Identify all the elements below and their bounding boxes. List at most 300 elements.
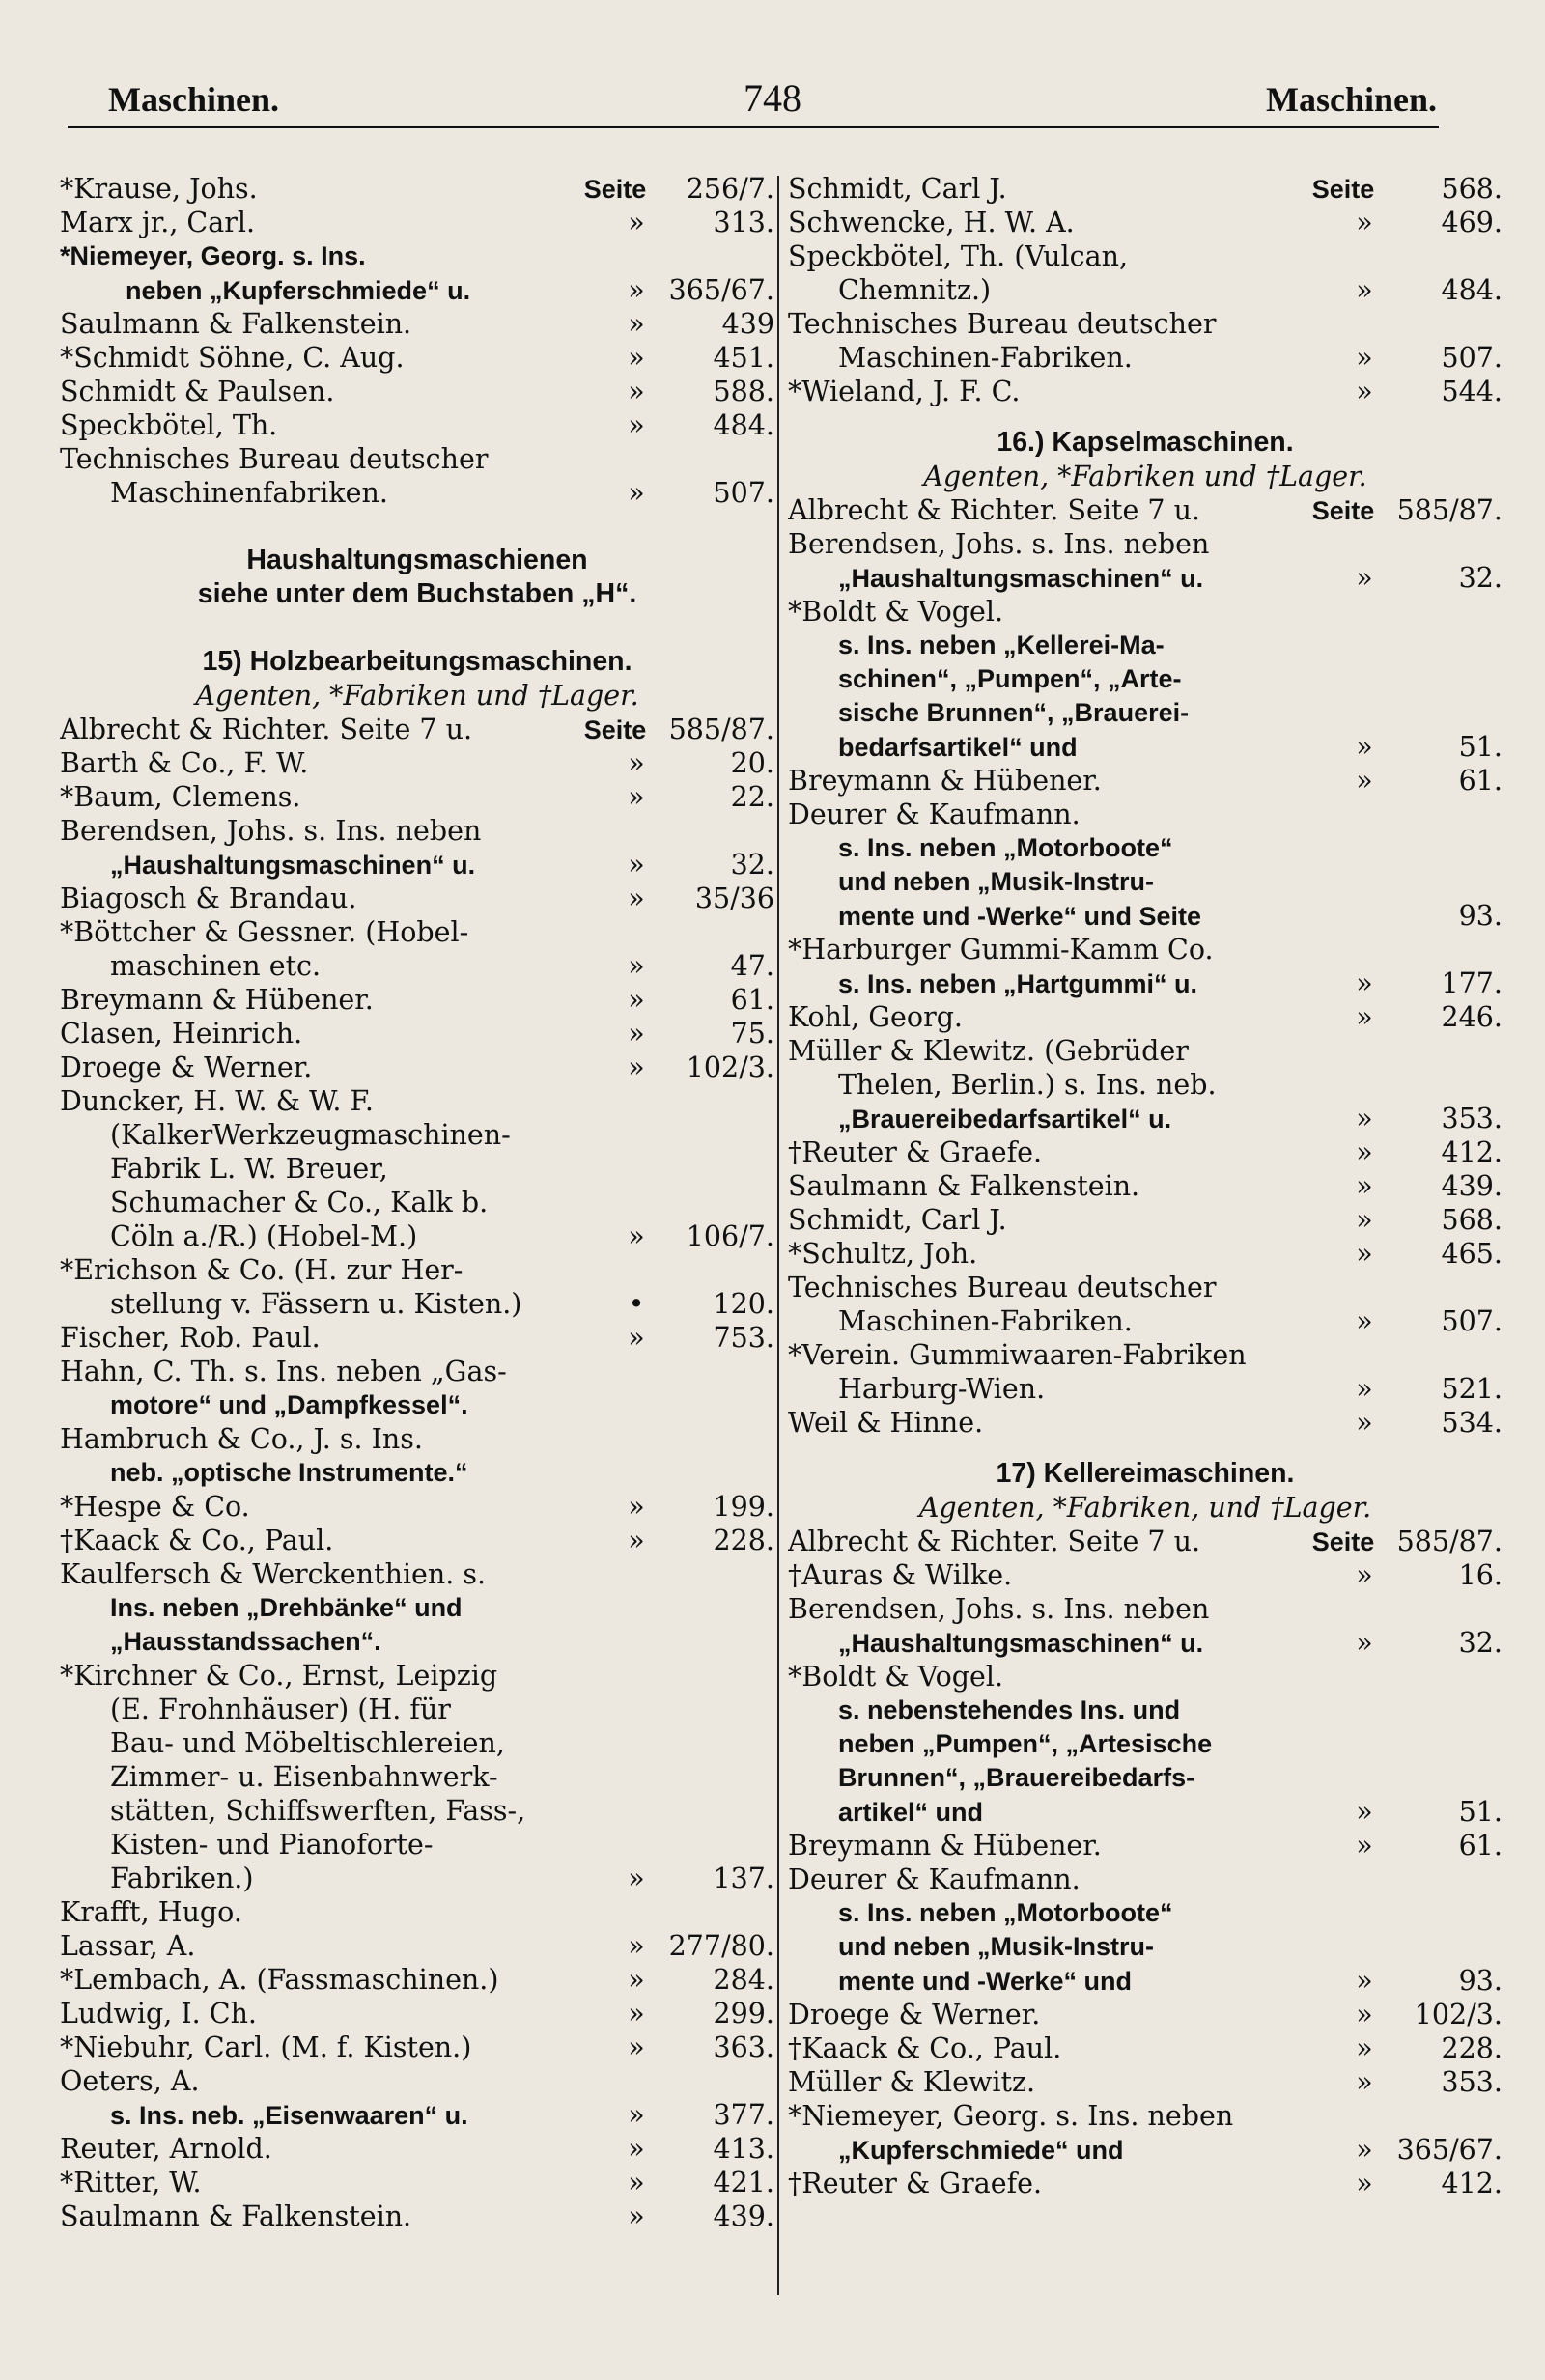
entry-name: Reuter, Arnold. <box>60 2133 272 2165</box>
entry-row <box>788 1558 1503 1592</box>
entry-row <box>788 1761 1503 1795</box>
entry-name: Albrecht & Richter. Seite 7 u. <box>788 494 1200 526</box>
entry-name: neben „Kupferschmiede“ u. <box>126 276 471 305</box>
entry-row <box>788 1829 1503 1862</box>
entry-name: und neben „Musik-Instru- <box>838 867 1154 896</box>
entry-separator: » <box>1356 1373 1373 1405</box>
entry-name: s. nebenstehendes Ins. und <box>838 1695 1181 1724</box>
entry-page-ref: 585/87. <box>1396 1526 1503 1557</box>
entry-name: *Boldt & Vogel. <box>788 1661 1004 1693</box>
entry-separator: Seite <box>1311 175 1375 204</box>
entry-separator: » <box>628 1491 645 1523</box>
entry-row <box>788 1930 1503 1964</box>
entry-separator: » <box>628 781 645 813</box>
entry-name: Schmidt, Carl J. <box>788 1204 1007 1236</box>
entry-row <box>788 561 1503 595</box>
entry-row <box>788 1338 1503 1372</box>
entry-name: Bau- und Möbeltischlereien, <box>110 1727 505 1759</box>
entry-name: Albrecht & Richter. Seite 7 u. <box>60 714 472 745</box>
entry-name: maschinen etc. <box>110 950 322 982</box>
entry-separator: » <box>628 2031 645 2063</box>
entry-row <box>788 730 1503 764</box>
entry-page-ref: 484. <box>713 409 774 441</box>
entry-page-ref: 451. <box>713 342 774 374</box>
entry-page-ref: 585/87. <box>1396 494 1503 526</box>
entry-name: stätten, Schiffswerften, Fass-, <box>110 1795 526 1827</box>
entry-row <box>60 1456 774 1490</box>
entry-row <box>60 1659 774 1693</box>
entry-row <box>60 1693 774 1726</box>
entry-name: „Haushaltungsmaschinen“ u. <box>838 1629 1204 1658</box>
entry-separator: » <box>628 1525 645 1556</box>
entry-page-ref: 20. <box>730 747 774 779</box>
entry-page-ref: 32. <box>730 849 774 881</box>
entry-page-ref: 353. <box>1441 1103 1503 1134</box>
entry-separator: » <box>628 1051 645 1083</box>
entry-name: Fabriken.) <box>110 1862 254 1894</box>
entry-row <box>788 1237 1503 1271</box>
entry-separator: » <box>628 207 645 238</box>
entry-separator: » <box>1356 2066 1373 2098</box>
entry-separator: » <box>628 1998 645 2030</box>
entry-row <box>788 2065 1503 2099</box>
entry-page-ref: 507. <box>1441 342 1503 374</box>
entry-name: stellung v. Fässern u. Kisten.) <box>110 1288 522 1320</box>
entry-name: (KalkerWerkzeugmaschinen- <box>110 1119 511 1151</box>
entry-name: Berendsen, Johs. s. Ins. neben <box>60 815 482 847</box>
entry-name: mente und -Werke“ und Seite <box>838 902 1202 931</box>
entry-page-ref: 507. <box>1441 1305 1503 1337</box>
entry-row <box>60 307 774 341</box>
entry-row <box>788 1102 1503 1135</box>
entry-separator: » <box>628 984 645 1016</box>
entry-row <box>60 1186 774 1219</box>
entry-page-ref: 228. <box>713 1525 774 1556</box>
entry-row <box>788 1727 1503 1761</box>
section-heading: 16.) Kapselmaschinen. <box>997 427 1294 458</box>
entry-page-ref: 137. <box>713 1862 774 1894</box>
entry-name: Schumacher & Co., Kalk b. <box>110 1187 489 1218</box>
entry-row <box>788 662 1503 696</box>
entry-separator: » <box>628 308 645 340</box>
entry-name: *Böttcher & Gessner. (Hobel- <box>60 916 469 948</box>
entry-row <box>788 798 1503 831</box>
entry-row <box>788 1068 1503 1102</box>
entry-separator: » <box>1356 731 1373 763</box>
entry-separator: » <box>1356 1136 1373 1168</box>
entry-row <box>60 1321 774 1355</box>
entry-name: Weil & Hinne. <box>788 1407 984 1439</box>
entry-row <box>788 1000 1503 1034</box>
entry-name: *Schmidt Söhne, C. Aug. <box>60 342 405 374</box>
entry-separator: » <box>1356 1204 1373 1236</box>
entry-row <box>788 1660 1503 1694</box>
entry-name: Duncker, H. W. & W. F. <box>60 1085 374 1117</box>
left-column <box>60 172 774 2233</box>
entry-separator: » <box>628 2099 645 2131</box>
page-header <box>0 0 1545 135</box>
entry-row <box>60 1895 774 1929</box>
entry-row <box>60 2098 774 2132</box>
entry-page-ref: 465. <box>1441 1238 1503 1270</box>
entry-separator: » <box>628 849 645 881</box>
entry-row <box>60 1524 774 1557</box>
entry-name: *Baum, Clemens. <box>60 781 301 813</box>
entry-row <box>788 1964 1503 1998</box>
entry-page-ref: 544. <box>1441 376 1503 407</box>
entry-name: Krafft, Hugo. <box>60 1896 242 1928</box>
entry-row <box>788 1372 1503 1406</box>
entry-row <box>788 831 1503 865</box>
entry-name: *Ritter, W. <box>60 2167 202 2198</box>
entry-name: s. Ins. neben „Kellerei-Ma- <box>838 630 1165 659</box>
entry-separator: Seite <box>1311 496 1375 525</box>
entry-name: *Lembach, A. (Fassmaschinen.) <box>60 1964 499 1996</box>
entry-separator: » <box>1356 207 1373 238</box>
entry-row <box>788 1998 1503 2031</box>
entry-row <box>60 1963 774 1997</box>
entry-name: Maschinenfabriken. <box>110 477 388 509</box>
entry-name: Marx jr., Carl. <box>60 207 256 238</box>
entry-separator: » <box>628 2200 645 2232</box>
header-right-title: Maschinen. <box>1265 80 1437 119</box>
section-subheading: Agenten, *Fabriken und †Lager. <box>195 680 639 712</box>
entry-name: †Kaack & Co., Paul. <box>788 2032 1062 2064</box>
entry-separator: » <box>628 950 645 982</box>
entry-row <box>60 1017 774 1050</box>
entry-row <box>788 2031 1503 2065</box>
entry-row <box>60 983 774 1017</box>
entry-row <box>788 375 1503 408</box>
entry-row <box>788 1592 1503 1626</box>
entry-separator: » <box>628 1322 645 1354</box>
entry-row <box>60 1287 774 1321</box>
entry-name: mente und -Werke“ und <box>838 1967 1133 1996</box>
entry-name: Lassar, A. <box>60 1930 196 1962</box>
entry-separator: » <box>628 2133 645 2165</box>
entry-name: „Hausstandssachen“. <box>110 1627 381 1656</box>
entry-separator: » <box>1356 562 1373 594</box>
entry-page-ref: 313. <box>713 207 774 238</box>
entry-separator: » <box>1356 1103 1373 1134</box>
entry-page-ref: 32. <box>1458 1627 1503 1659</box>
entry-page-ref: 507. <box>713 477 774 509</box>
entry-row <box>788 933 1503 966</box>
entry-separator: Seite <box>583 715 647 744</box>
entry-separator: » <box>1356 1407 1373 1439</box>
entry-separator: • <box>628 1288 645 1320</box>
entry-name: s. Ins. neben „Motorboote“ <box>838 1898 1173 1927</box>
entry-page-ref: 365/67. <box>668 274 774 306</box>
entry-separator: » <box>1356 1627 1373 1659</box>
entry-page-ref: 102/3. <box>1414 1999 1503 2030</box>
entry-row <box>788 1203 1503 1237</box>
entry-page-ref: 177. <box>1441 967 1503 999</box>
entry-separator: » <box>628 409 645 441</box>
entry-row <box>60 476 774 510</box>
entry-name: sische Brunnen“, „Brauerei- <box>838 698 1190 727</box>
right-column <box>788 172 1503 2200</box>
entry-row <box>788 2167 1503 2200</box>
entry-page-ref: 35/36 <box>694 882 774 914</box>
entry-page-ref: 32. <box>1458 562 1503 594</box>
entry-page-ref: 61. <box>730 984 774 1016</box>
entry-row <box>60 2132 774 2166</box>
entry-row <box>60 2030 774 2064</box>
entry-row <box>788 1034 1503 1068</box>
entry-separator: » <box>1356 1999 1373 2030</box>
entry-separator: » <box>1356 2168 1373 2199</box>
entry-row <box>60 375 774 408</box>
entry-name: *Wieland, J. F. C. <box>788 376 1021 407</box>
entry-separator: » <box>628 882 645 914</box>
entry-name: „Haushaltungsmaschinen“ u. <box>838 564 1204 593</box>
entry-page-ref: 51. <box>1458 731 1503 763</box>
entry-name: Müller & Klewitz. (Gebrüder <box>788 1035 1189 1067</box>
entry-page-ref: 199. <box>713 1491 774 1523</box>
entry-row <box>788 595 1503 629</box>
entry-page-ref: 377. <box>713 2099 774 2131</box>
entry-name: (E. Frohnhäuser) (H. für <box>110 1694 451 1725</box>
entry-row <box>788 629 1503 662</box>
entry-name: Ludwig, I. Ch. <box>60 1998 257 2030</box>
entry-page-ref: 299. <box>713 1998 774 2030</box>
entry-separator: » <box>628 1018 645 1050</box>
entry-name: †Reuter & Graefe. <box>788 2168 1043 2199</box>
entry-page-ref: 75. <box>730 1018 774 1050</box>
entry-name: Chemnitz.) <box>838 274 992 306</box>
entry-separator: » <box>628 1862 645 1894</box>
entry-name: Oeters, A. <box>60 2065 200 2097</box>
entry-row <box>60 1084 774 1118</box>
entry-name: Fabrik L. W. Breuer, <box>110 1153 388 1185</box>
entry-name: Saulmann & Falkenstein. <box>60 308 412 340</box>
entry-row <box>788 1406 1503 1440</box>
entry-name: Biagosch & Brandau. <box>60 882 357 914</box>
entry-row <box>60 1794 774 1828</box>
entry-row <box>60 2166 774 2199</box>
entry-name: und neben „Musik-Instru- <box>838 1932 1154 1961</box>
entry-name: Berendsen, Johs. s. Ins. neben <box>788 528 1210 560</box>
entry-row <box>60 713 774 746</box>
entry-page-ref: 484. <box>1441 274 1503 306</box>
entry-row <box>788 899 1503 933</box>
entry-row <box>788 493 1503 527</box>
entry-separator: » <box>1356 342 1373 374</box>
entry-name: artikel“ und <box>838 1798 984 1827</box>
section-subheading: Agenten, *Fabriken und †Lager. <box>923 461 1367 492</box>
entry-row <box>60 341 774 375</box>
entry-name: Hambruch & Co., J. s. Ins. <box>60 1423 423 1455</box>
entry-name: Maschinen-Fabriken. <box>838 342 1133 374</box>
entry-row <box>788 1694 1503 1727</box>
entry-row <box>788 865 1503 899</box>
entry-separator: » <box>628 1930 645 1962</box>
entry-name: Droege & Werner. <box>60 1051 313 1083</box>
entry-name: Harburg-Wien. <box>838 1373 1046 1405</box>
entry-row <box>60 848 774 882</box>
entry-name: schinen“, „Pumpen“, „Arte- <box>838 664 1182 693</box>
entry-row <box>788 1896 1503 1930</box>
entry-page-ref: 106/7. <box>686 1220 774 1252</box>
entry-row <box>788 1135 1503 1169</box>
entry-name: Cöln a./R.) (Hobel-M.) <box>110 1220 418 1252</box>
entry-name: Schmidt, Carl J. <box>788 173 1007 205</box>
entry-separator: » <box>628 1220 645 1252</box>
entry-row <box>60 882 774 915</box>
entry-separator: » <box>628 2167 645 2198</box>
entry-separator: » <box>1356 376 1373 407</box>
entry-name: *Schultz, Joh. <box>788 1238 978 1270</box>
entry-name: Thelen, Berlin.) s. Ins. neb. <box>838 1069 1217 1101</box>
entry-row <box>60 408 774 442</box>
entry-name: Saulmann & Falkenstein. <box>788 1170 1140 1202</box>
entry-page-ref: 22. <box>730 781 774 813</box>
entry-separator: » <box>1356 967 1373 999</box>
entry-row <box>60 1591 774 1625</box>
entry-separator: » <box>1356 2134 1373 2166</box>
entry-name: „Kupferschmiede“ und <box>838 2136 1124 2165</box>
entry-name: Ins. neben „Drehbänke“ und <box>110 1593 463 1622</box>
entry-row <box>60 1490 774 1524</box>
entry-row <box>60 1152 774 1186</box>
entry-name: Breymann & Hübener. <box>788 765 1102 797</box>
entry-row <box>60 1388 774 1422</box>
entry-row <box>60 1118 774 1152</box>
entry-separator: » <box>1356 1796 1373 1828</box>
entry-name: s. Ins. neben „Motorboote“ <box>838 833 1173 862</box>
entry-page-ref: 277/80. <box>668 1930 774 1962</box>
entry-separator: » <box>1356 1238 1373 1270</box>
entry-separator: » <box>1356 1559 1373 1591</box>
entry-name: Barth & Co., F. W. <box>60 747 309 779</box>
entry-name: „Brauereibedarfsartikel“ u. <box>838 1105 1172 1134</box>
entry-row <box>60 949 774 983</box>
entry-row <box>60 746 774 780</box>
entry-page-ref: 353. <box>1441 2066 1503 2098</box>
entry-name: Technisches Bureau deutscher <box>60 443 489 475</box>
entry-row <box>60 1253 774 1287</box>
entry-name: Clasen, Heinrich. <box>60 1018 303 1050</box>
entry-page-ref: 363. <box>713 2031 774 2063</box>
entry-name: *Niemeyer, Georg. s. Ins. neben <box>788 2100 1234 2132</box>
entry-row <box>788 1795 1503 1829</box>
entry-row <box>788 2099 1503 2133</box>
entry-name: *Boldt & Vogel. <box>788 596 1004 628</box>
entry-page-ref: 588. <box>713 376 774 407</box>
entry-page-ref: 365/67. <box>1396 2134 1503 2166</box>
entry-separator: » <box>628 342 645 374</box>
entry-name: Speckbötel, Th. <box>60 409 278 441</box>
entry-name: Brunnen“, „Brauereibedarfs- <box>838 1763 1195 1792</box>
entry-name: Droege & Werner. <box>788 1999 1041 2030</box>
entry-name: s. Ins. neb. „Eisenwaaren“ u. <box>110 2101 468 2130</box>
entry-name: †Reuter & Graefe. <box>788 1136 1043 1168</box>
entry-name: Speckbötel, Th. (Vulcan, <box>788 240 1129 272</box>
entry-name: *Krause, Johs. <box>60 173 258 205</box>
entry-row <box>60 442 774 476</box>
entry-name: Kohl, Georg. <box>788 1001 963 1033</box>
entry-row <box>60 780 774 814</box>
entry-name: *Kirchner & Co., Ernst, Leipzig <box>60 1660 498 1692</box>
entry-row <box>788 341 1503 375</box>
entry-row <box>60 915 774 949</box>
entry-separator: » <box>628 747 645 779</box>
entry-row <box>788 1304 1503 1338</box>
entry-name: †Auras & Wilke. <box>788 1559 1013 1591</box>
entry-page-ref: 413. <box>713 2133 774 2165</box>
entry-row <box>60 2064 774 2098</box>
entry-name: Breymann & Hübener. <box>788 1830 1102 1862</box>
entry-name: neben „Pumpen“, „Artesische <box>838 1729 1213 1758</box>
entry-name: Kaulfersch & Werckenthien. s. <box>60 1558 487 1590</box>
entry-separator: » <box>1356 1170 1373 1202</box>
entry-row <box>788 1271 1503 1304</box>
entry-separator: » <box>628 274 645 306</box>
entry-name: Technisches Bureau deutscher <box>788 1272 1217 1303</box>
entry-separator: » <box>628 477 645 509</box>
entry-row <box>788 239 1503 273</box>
entry-page-ref: 534. <box>1441 1407 1503 1439</box>
entry-row <box>60 1929 774 1963</box>
entry-page-ref: 256/7. <box>686 173 774 205</box>
entry-separator: » <box>1356 2032 1373 2064</box>
section-heading: siehe unter dem Buchstaben „H“. <box>197 578 637 609</box>
entry-separator: » <box>1356 1001 1373 1033</box>
page-number: 748 <box>744 76 801 120</box>
entry-name: Deurer & Kaufmann. <box>788 798 1081 830</box>
entry-row <box>60 1219 774 1253</box>
entry-page-ref: 246. <box>1441 1001 1503 1033</box>
entry-name: motore“ und „Dampfkessel“. <box>110 1390 468 1419</box>
entry-row <box>60 172 774 206</box>
entry-name: Müller & Klewitz. <box>788 2066 1036 2098</box>
entry-name: Albrecht & Richter. Seite 7 u. <box>788 1526 1200 1557</box>
entry-separator: » <box>1356 1305 1373 1337</box>
entry-name: *Erichson & Co. (H. zur Her- <box>60 1254 464 1286</box>
section-subheading: Agenten, *Fabriken, und †Lager. <box>918 1492 1372 1524</box>
entry-page-ref: 228. <box>1441 2032 1503 2064</box>
entry-page-ref: 568. <box>1441 173 1503 205</box>
entry-page-ref: 412. <box>1441 2168 1503 2199</box>
entry-name: *Niemeyer, Georg. s. Ins. <box>60 241 366 270</box>
entry-page-ref: 51. <box>1458 1796 1503 1828</box>
entry-row <box>788 1626 1503 1660</box>
entry-row <box>788 172 1503 206</box>
entry-name: *Harburger Gummi-Kamm Co. <box>788 934 1214 966</box>
entry-separator: Seite <box>583 175 647 204</box>
entry-row <box>60 1828 774 1862</box>
entry-page-ref: 421. <box>713 2167 774 2198</box>
entry-page-ref: 16. <box>1458 1559 1503 1591</box>
entry-name: bedarfsartikel“ und <box>838 733 1078 762</box>
section-heading: 15) Holzbearbeitungsmaschinen. <box>202 646 632 677</box>
entry-separator: » <box>1356 274 1373 306</box>
header-rule <box>68 126 1439 128</box>
entry-separator: » <box>628 376 645 407</box>
entry-row <box>60 2199 774 2233</box>
entry-row <box>60 1862 774 1895</box>
entry-name: Deurer & Kaufmann. <box>788 1863 1081 1895</box>
entry-name: *Niebuhr, Carl. (M. f. Kisten.) <box>60 2031 472 2063</box>
entry-name: Schmidt & Paulsen. <box>60 376 335 407</box>
entry-row <box>788 1862 1503 1896</box>
entry-name: *Verein. Gummiwaaren-Fabriken <box>788 1339 1247 1371</box>
entry-row <box>788 764 1503 798</box>
section-heading: Haushaltungsmaschienen <box>246 545 588 575</box>
header-left-title: Maschinen. <box>108 80 280 119</box>
entry-page-ref: 120. <box>713 1288 774 1320</box>
